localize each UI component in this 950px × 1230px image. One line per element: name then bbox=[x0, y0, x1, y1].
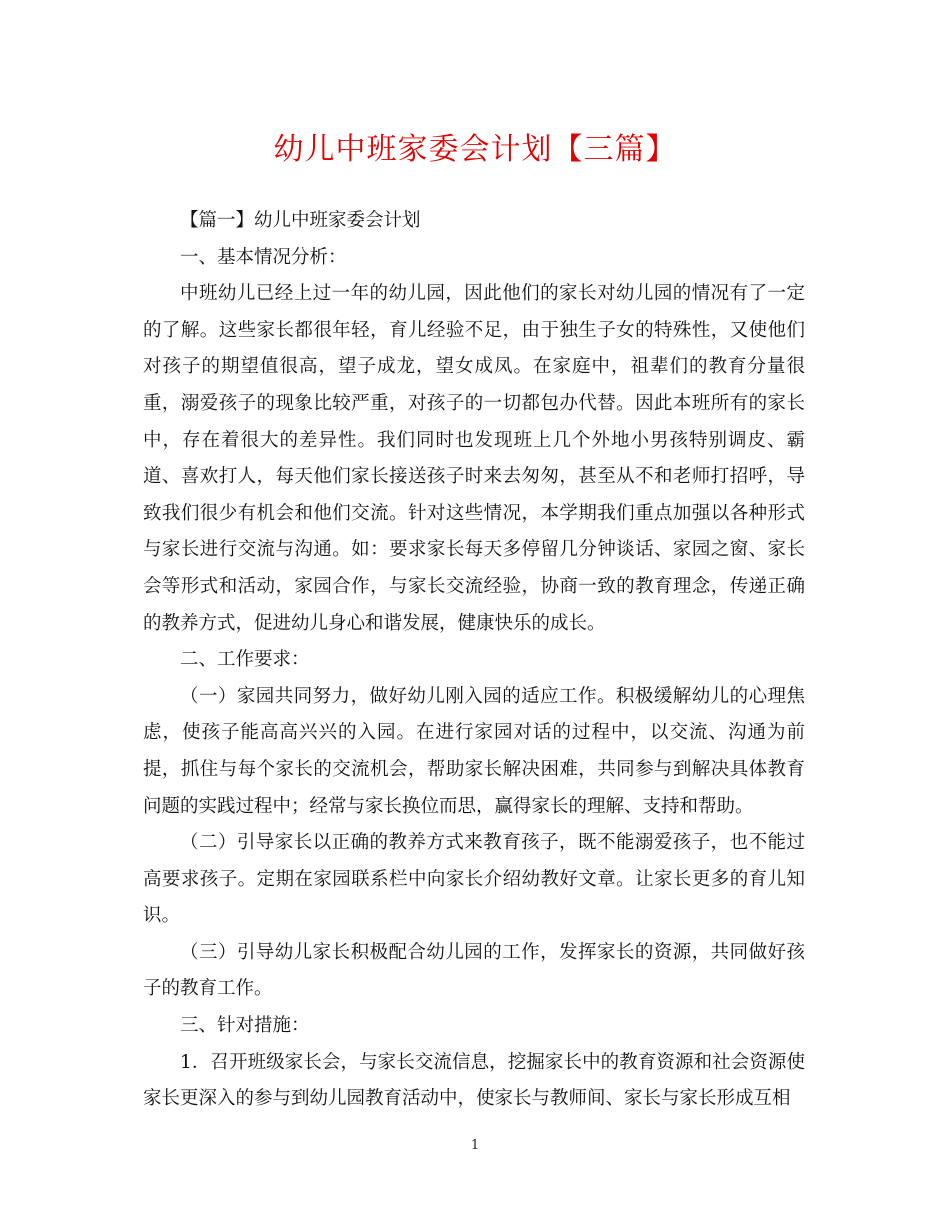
page-number: 1 bbox=[470, 1138, 480, 1153]
heading-work-requirements: 二、工作要求： bbox=[180, 649, 310, 671]
paragraph-requirement-2: （二）引导家长以正确的教养方式来教育孩子，既不能溺爱孩子，也不能过高要求孩子。定期在家园联系栏中向家长介绍幼教好文章。让家长更多的育儿知识。 bbox=[143, 832, 805, 927]
paragraph-requirement-1: （一）家园共同努力，做好幼儿刚入园的适应工作。积极缓解幼儿的心理焦虑，使孩子能高高兴兴的入园。在进行家园对话的过程中，以交流、沟通为前提，抓住与每个家长的交流机会，帮助家长解决困难，共同参与到解决具体教育问题的实践过程中；经常与家长换位而思，赢得家长的理解、支持和帮助。 bbox=[143, 685, 805, 817]
document-body bbox=[143, 203, 805, 1118]
section-heading-part-one: 【篇一】幼儿中班家委会计划 bbox=[180, 210, 421, 231]
paragraph-requirement-3: （三）引导幼儿家长积极配合幼儿园的工作，发挥家长的资源，共同做好孩子的教育工作。 bbox=[143, 941, 805, 1000]
paragraph-measure-1: 1．召开班级家长会，与家长交流信息，挖掘家长中的教育资源和社会资源使家长更深入的参与到幼儿园教育活动中，使家长与教师间、家长与家长形成互相 bbox=[143, 1051, 805, 1110]
paragraph-analysis: 中班幼儿已经上过一年的幼儿园，因此他们的家长对幼儿园的情况有了一定的了解。这些家长都很年轻，育儿经验不足，由于独生子女的特殊性，又使他们对孩子的期望值很高，望子成龙，望女成凤。在家庭中，祖辈们的教育分量很重，溺爱孩子的现象比较严重，对孩子的一切都包办代替。因此本班所有的家长中，存在着很大的差异性。我们同时也发现班上几个外地小男孩特别调皮、霸道、喜欢打人，每天他们家长接送孩子时来去匆匆，甚至从不和老师打招呼，导致我们很少有机会和他们交流。针对这些情况，本学期我们重点加强以各种形式与家长进行交流与沟通。如：要求家长每天多停留几分钟谈话、家园之窗、家长会等形式和活动，家园合作，与家长交流经验，协商一致的教育理念，传递正确的教养方式，促进幼儿身心和谐发展，健康快乐的成长。 bbox=[143, 283, 805, 634]
document-title: 幼儿中班家委会计划【三篇】 bbox=[273, 132, 677, 167]
heading-basic-analysis: 一、基本情况分析： bbox=[180, 246, 347, 268]
heading-measures: 三、针对措施： bbox=[180, 1015, 310, 1037]
